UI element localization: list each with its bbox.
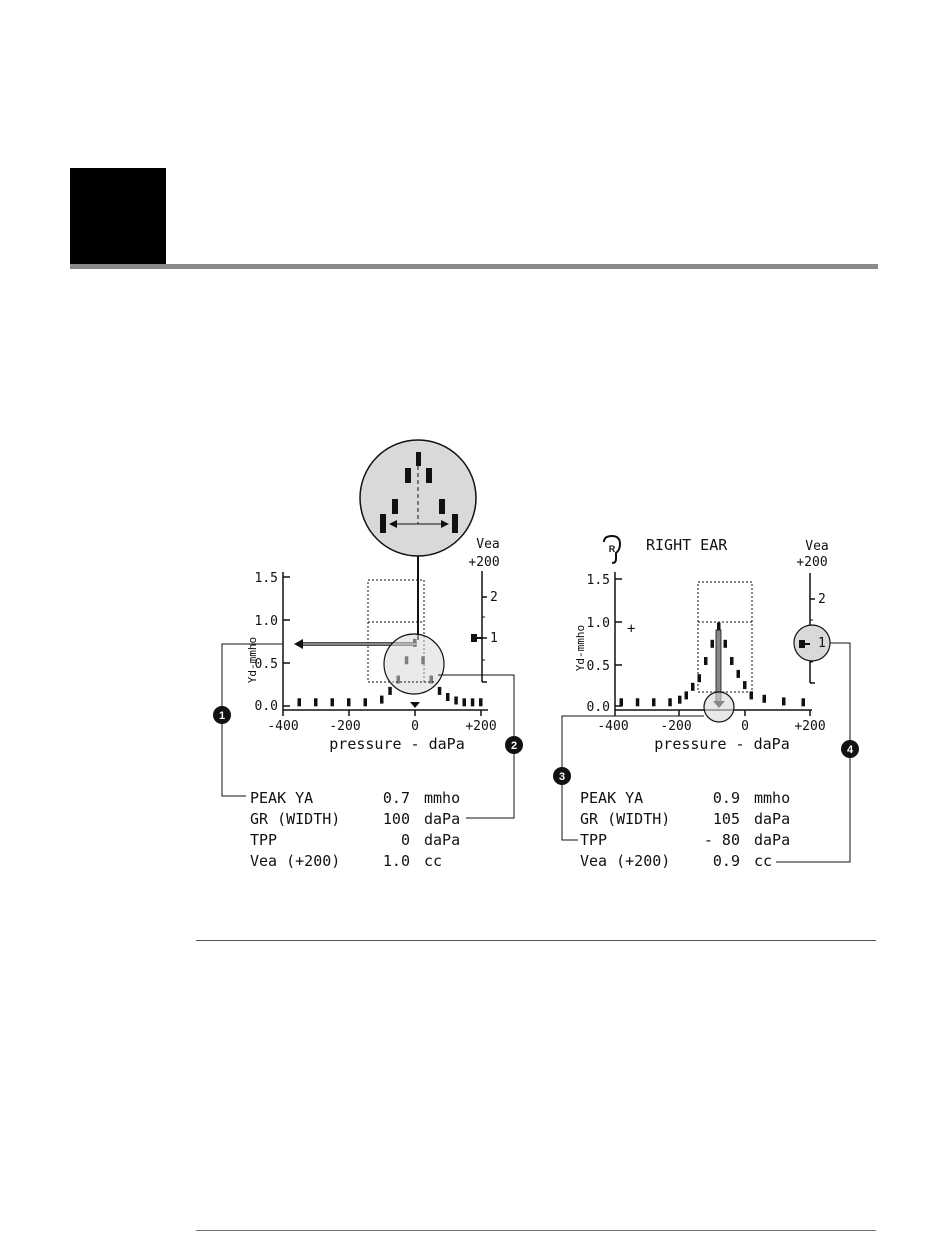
readout-unit: cc — [424, 852, 443, 870]
y-tick-label: 1.0 — [586, 616, 610, 631]
readout-value: 0.9 — [712, 852, 740, 870]
right-data-point — [782, 697, 786, 705]
readout-label: GR (WIDTH) — [250, 810, 341, 828]
right-data-point — [636, 698, 640, 706]
magnified-mark — [405, 468, 411, 483]
readout-value: - 80 — [703, 831, 740, 849]
vea-scale — [482, 571, 487, 682]
right-data-point — [711, 640, 715, 648]
left-data-point — [454, 697, 458, 705]
readout-value: 1.0 — [382, 852, 410, 870]
left-data-point — [438, 687, 442, 695]
vea-marker — [471, 634, 477, 642]
readout-unit: daPa — [424, 831, 461, 849]
right-data-point — [685, 691, 689, 699]
y-axis-label: Yd-mmho — [574, 624, 587, 672]
x-axis-label: pressure - daPa — [329, 735, 465, 753]
tpp-callout — [704, 692, 734, 722]
right-data-point — [802, 698, 806, 706]
x-tick-label: 0 — [411, 719, 419, 734]
readout-unit: daPa — [754, 810, 791, 828]
right-data-point — [691, 683, 695, 691]
vea-tick-label: 2 — [490, 590, 498, 605]
left-data-point — [364, 698, 368, 706]
x-tick-label: 0 — [741, 719, 749, 734]
svg-text:R: R — [608, 544, 616, 554]
readout-label: PEAK YA — [580, 789, 644, 807]
vea-title: Vea — [476, 537, 500, 552]
left-data-point — [446, 693, 450, 701]
normal-range-box — [698, 582, 752, 692]
callout-badge-1 — [213, 706, 231, 724]
vea-top-label: +200 — [796, 555, 828, 570]
right-data-point — [652, 698, 656, 706]
readout-label: GR (WIDTH) — [580, 810, 671, 828]
readout-value: 0.7 — [382, 789, 410, 807]
y-tick-label: 1.0 — [254, 614, 278, 629]
svg-text:3: 3 — [558, 771, 566, 783]
right-data-point — [724, 640, 728, 648]
plus-marker: + — [627, 621, 636, 637]
magnified-mark — [439, 499, 445, 514]
readout-unit: mmho — [424, 789, 461, 807]
vea-top-label: +200 — [468, 555, 500, 570]
right-data-point — [678, 696, 682, 704]
right-data-point — [704, 657, 708, 665]
vea-marker — [799, 640, 805, 648]
svg-text:2: 2 — [510, 740, 518, 752]
right-data-point — [717, 623, 721, 631]
x-tick-label: -400 — [597, 719, 629, 734]
right-data-point — [668, 698, 672, 706]
readout-value: 0 — [400, 831, 410, 849]
y-tick-label: 1.5 — [254, 571, 278, 586]
readout-label: Vea (+200) — [250, 852, 341, 870]
readout-label: TPP — [580, 831, 608, 849]
peak-region-callout — [384, 634, 444, 694]
ear-icon — [604, 536, 620, 563]
right-data-point — [763, 695, 767, 703]
vea-tick-label: 1 — [490, 631, 498, 646]
x-axis-label: pressure - daPa — [654, 735, 790, 753]
section-divider — [196, 940, 876, 941]
right-data-point — [737, 670, 741, 678]
left-data-point — [479, 698, 483, 706]
left-data-point — [471, 698, 475, 706]
x-tick-label: -400 — [267, 719, 299, 734]
y-tick-label: 0.0 — [586, 700, 610, 715]
vea-title: Vea — [805, 539, 829, 554]
left-data-point — [347, 698, 351, 706]
magnified-mark — [392, 499, 398, 514]
readout-value: 100 — [382, 810, 410, 828]
magnified-mark — [426, 468, 432, 483]
x-tick-label: +200 — [465, 719, 497, 734]
peak-pointer — [716, 630, 721, 702]
magnified-mark — [452, 514, 458, 533]
readout-value: 0.9 — [712, 789, 740, 807]
callout-badge-3 — [553, 767, 571, 785]
callout-badge-4 — [841, 740, 859, 758]
readout-unit: cc — [754, 852, 773, 870]
callout-badge-2 — [505, 736, 523, 754]
y-tick-label: 0.5 — [254, 657, 278, 672]
svg-text:4: 4 — [846, 744, 854, 756]
y-tick-label: 0.0 — [254, 699, 278, 714]
readout-unit: daPa — [754, 831, 791, 849]
svg-text:1: 1 — [218, 710, 226, 722]
magnified-mark — [416, 452, 421, 466]
y-tick-label: 1.5 — [586, 573, 610, 588]
readout-label: PEAK YA — [250, 789, 314, 807]
footer-divider — [196, 1230, 876, 1231]
y-axis-label: Yd-mmho — [246, 636, 259, 684]
vea-tick-label: 2 — [818, 592, 826, 607]
readout-unit: daPa — [424, 810, 461, 828]
readout-label: Vea (+200) — [580, 852, 671, 870]
left-data-point — [463, 698, 467, 706]
right-data-point — [750, 691, 754, 699]
tpp-marker — [410, 702, 420, 708]
left-data-point — [380, 696, 384, 704]
left-data-point — [298, 698, 302, 706]
right-data-point — [730, 657, 734, 665]
magnified-mark — [380, 514, 386, 533]
left-data-point — [314, 698, 318, 706]
x-tick-label: -200 — [660, 719, 692, 734]
right-data-point — [620, 698, 624, 706]
left-data-point — [331, 698, 335, 706]
y-tick-label: 0.5 — [586, 659, 610, 674]
right-data-point — [743, 681, 747, 689]
readout-unit: mmho — [754, 789, 791, 807]
right-readout — [580, 789, 790, 870]
chart-title: RIGHT EAR — [646, 536, 728, 554]
left-readout — [250, 789, 460, 870]
x-tick-label: +200 — [794, 719, 826, 734]
vea-tick-label: 1 — [818, 636, 826, 651]
x-tick-label: -200 — [329, 719, 361, 734]
readout-value: 105 — [712, 810, 740, 828]
right-data-point — [698, 674, 702, 682]
left-data-point — [388, 687, 392, 695]
readout-label: TPP — [250, 831, 278, 849]
